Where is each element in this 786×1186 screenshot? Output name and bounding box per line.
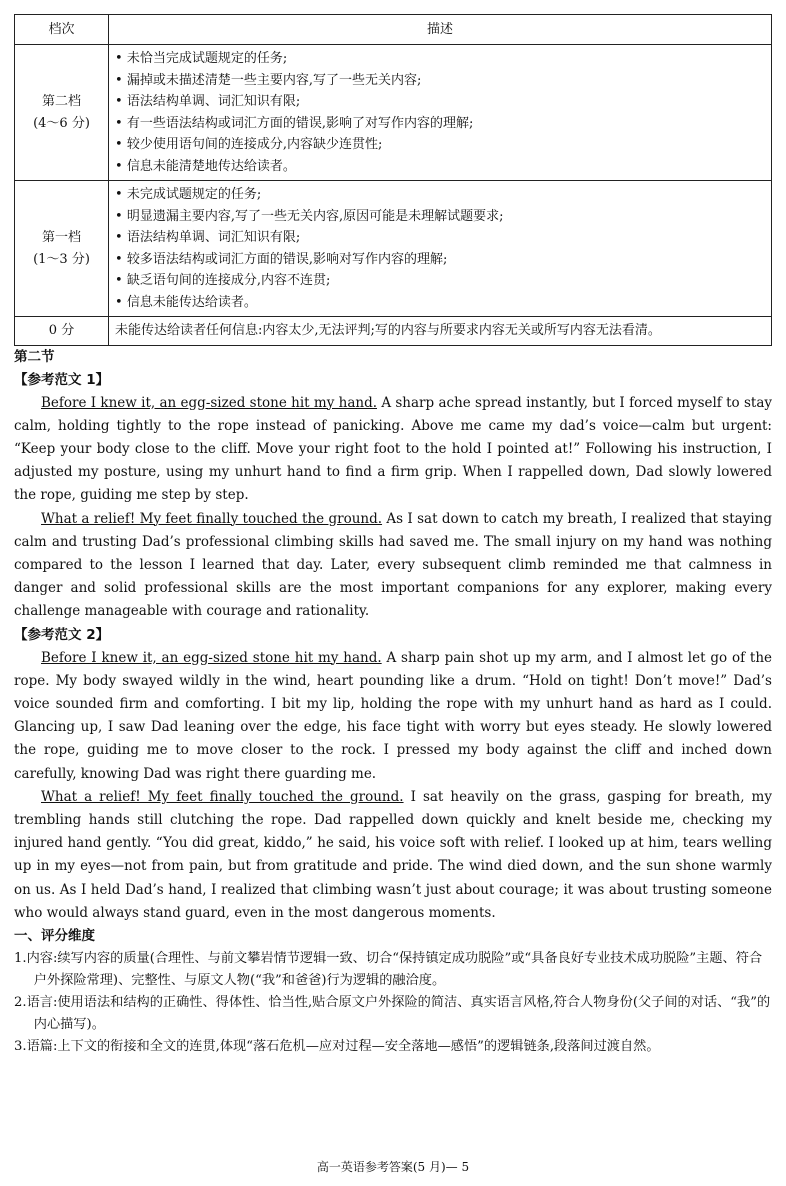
essay-2-p2-body: I sat heavily on the grass, gasping for breath, my trembling hands still clutching the rope. Dad rappelled down quickly and knelt beside me, checking my injured hand gently. “You did great, kiddo,” he said, his voice soft with relief. I looked up at him, tears welling up in my eyes—not from pain, but from gratitude and pride. The wind died down, and the sun shone warmly on us. As I held Dad’s hand, I realized that climbing wasn’t just about courage; it was about trusting someone who would always stand guard, even in the most dangerous moments. — [14, 788, 772, 921]
tier-2-item: • 语法结构单调、词汇知识有限; — [115, 91, 765, 113]
essay-2-title: 【参考范文 2】 — [14, 626, 110, 643]
tier-1-range: (1～3 分) — [33, 251, 90, 267]
table-row-tier-1 — [15, 181, 772, 317]
tier-1-item: • 未完成试题规定的任务; — [115, 184, 765, 206]
tier-2-description — [109, 45, 772, 181]
tier-1-item: • 信息未能传达给读者。 — [115, 292, 765, 314]
scoring-item-content: 1.内容:续写内容的质量(合理性、与前文攀岩情节逻辑一致、切合“保持镇定成功脱险”或“具备良好专业技术成功脱险”主题、符合户外探险常理)、完整性、与原文人物(“我”和爸爸)行为逻辑的融洽度。 — [14, 950, 763, 988]
essay-1-paragraph-2 — [14, 508, 772, 624]
table-row-tier-2 — [15, 45, 772, 181]
scoring-title: 一、评分维度 — [14, 927, 95, 944]
essay-2-paragraph-2 — [14, 786, 772, 925]
tier-2-item: • 信息未能清楚地传达给读者。 — [115, 156, 765, 178]
tier-2-item: • 漏掉或未描述清楚一些主要内容,写了一些无关内容; — [115, 70, 765, 92]
tier-1-item: • 缺乏语句间的连接成分,内容不连贯; — [115, 270, 765, 292]
essay-1-title: 【参考范文 1】 — [14, 371, 110, 388]
tier-1-name: 第一档 — [41, 230, 81, 245]
tier-1-description — [109, 181, 772, 317]
page-footer: 高一英语参考答案(5 月)— 5 — [316, 1160, 470, 1174]
zero-description — [109, 317, 772, 346]
tier-2-name: 第二档 — [41, 94, 81, 109]
tier-1-item: • 语法结构单调、词汇知识有限; — [115, 227, 765, 249]
essay-2-paragraph-1 — [14, 647, 772, 786]
tier-1-item: • 较多语法结构或词汇方面的错误,影响对写作内容的理解; — [115, 249, 765, 271]
tier-1-item: • 明显遗漏主要内容,写了一些无关内容,原因可能是未理解试题要求; — [115, 206, 765, 228]
tier-2-item: • 较少使用语句间的连接成分,内容缺少连贯性; — [115, 134, 765, 156]
header-level: 档次 — [15, 15, 109, 45]
tier-2-item: • 有一些语法结构或词汇方面的错误,影响了对写作内容的理解; — [115, 113, 765, 135]
zero-text: 未能传达给读者任何信息:内容太少,无法评判;写的内容与所要求内容无关或所写内容无法看清。 — [115, 323, 661, 338]
header-description: 描述 — [109, 15, 772, 45]
section-title: 第二节 — [14, 348, 55, 365]
tier-2-range: (4～6 分) — [33, 115, 90, 131]
scoring-item-language: 2.语言:使用语法和结构的正确性、得体性、恰当性,贴合原文户外探险的简洁、真实语言风格,符合人物身份(父子间的对话、“我”的内心描写)。 — [14, 994, 771, 1032]
tier-1-level — [15, 181, 109, 317]
essay-1-p1-body: A sharp ache spread instantly, but I forced myself to stay calm, holding tightly to the rope instead of panicking. Above me came my dad’s voice—calm but urgent: “Keep your body close to the cliff. Move your right foot to the hold I pointed at!” Following his instruction, I adjusted my posture, using my unhurt hand to find a firm grip. When I rappelled down, Dad slowly lowered the rope, guiding me step by step. — [14, 394, 773, 504]
grading-table — [14, 14, 772, 346]
tier-2-level — [15, 45, 109, 181]
essay-2-p1-body: A sharp pain shot up my arm, and I almost let go of the rope. My body swayed wildly in the wind, heart pounding like a drum. “Hold on tight! Don’t move!” Dad’s voice sounded firm and comforting. I bit my lip, holding the rope with my unhurt hand as hard as I could. Glancing up, I saw Dad leaning over the edge, his face tight with worry but eyes steady. He slowly lowered the rope, guiding me to move closer to the rock. I pressed my body against the cliff and inched down carefully, knowing Dad was right there guarding me. — [14, 649, 772, 782]
table-row-zero — [15, 317, 772, 346]
table-header-row — [15, 15, 772, 45]
essay-1-p2-lead: What a relief! My feet finally touched the ground. — [41, 510, 383, 527]
essay-2-p2-lead: What a relief! My feet finally touched the ground. — [41, 788, 404, 805]
essay-1-p1-lead: Before I knew it, an egg-sized stone hit my hand. — [41, 394, 378, 411]
zero-level: 0 分 — [15, 317, 109, 346]
tier-2-item: • 未恰当完成试题规定的任务; — [115, 48, 765, 70]
essay-1-paragraph-1 — [14, 392, 772, 508]
essay-1-p2-body: As I sat down to catch my breath, I realized that staying calm and trusting Dad’s professional climbing skills had saved me. The small injury on my hand was nothing compared to the lesson I learned that day. Later, every subsequent climb reminded me that calmness in danger and solid professional skills are the most important companions for any explorer, making every challenge manageable with courage and rationality. — [14, 510, 772, 620]
essay-2-p1-lead: Before I knew it, an egg-sized stone hit my hand. — [41, 649, 382, 666]
scoring-item-discourse: 3.语篇:上下文的衔接和全文的连贯,体现“落石危机—应对过程—安全落地—感悟”的逻辑链条,段落间过渡自然。 — [14, 1038, 660, 1054]
